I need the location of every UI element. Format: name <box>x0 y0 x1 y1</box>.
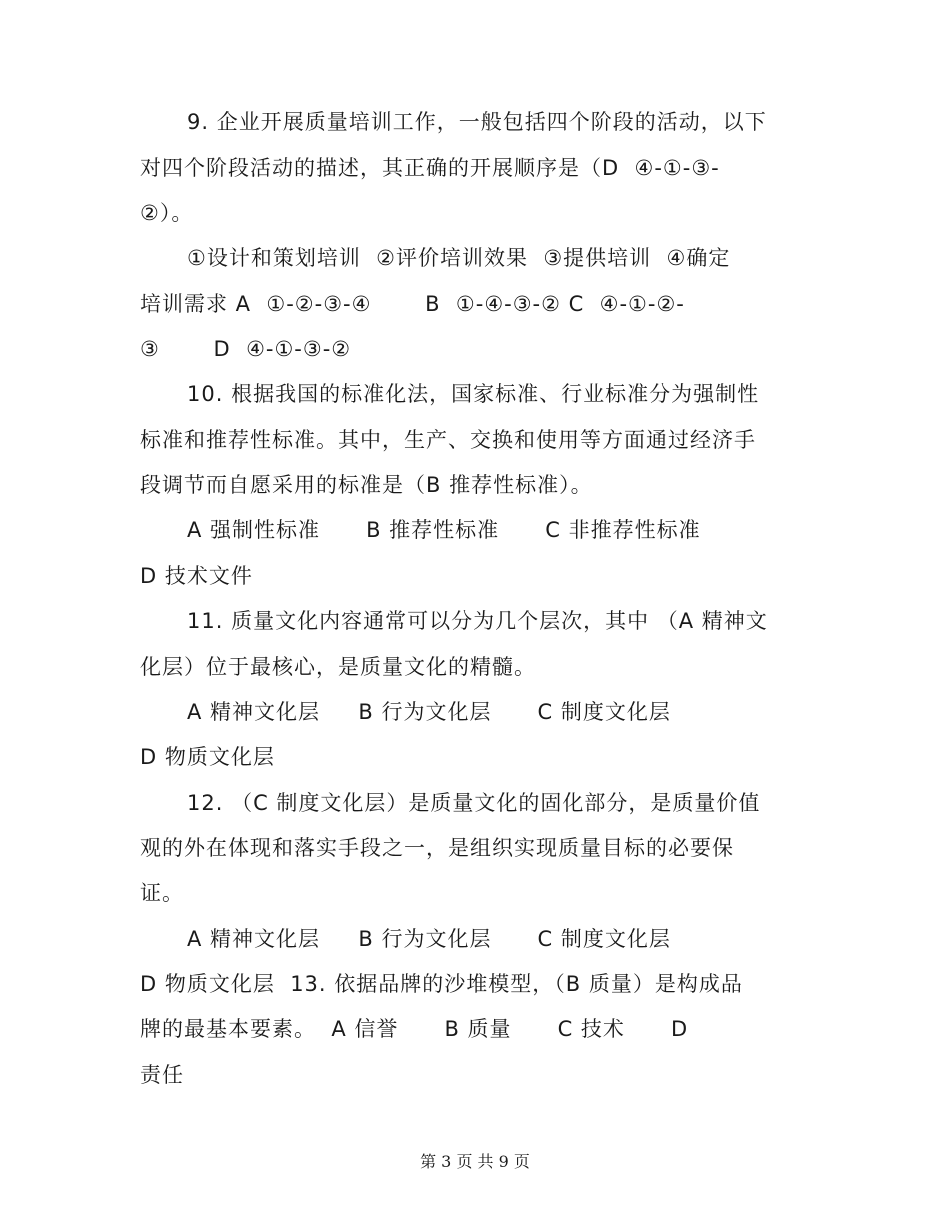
text-line: D 物质文化层 <box>140 745 275 769</box>
page-number-footer: 第 3 页 共 9 页 <box>420 1152 530 1171</box>
text-line: D 物质文化层 13. 依据品牌的沙堆模型，（B 质量）是构成品 <box>140 972 743 996</box>
text-line: 11. 质量文化内容通常可以分为几个层次，其中 （A 精神文 <box>187 609 768 633</box>
text-line: 证。 <box>140 881 184 905</box>
text-line: ②）。 <box>140 201 194 225</box>
text-line: A 精神文化层 B 行为文化层 C 制度文化层 <box>187 927 671 951</box>
text-line: 段调节而自愿采用的标准是（B 推荐性标准）。 <box>140 473 593 497</box>
text-line: A 精神文化层 B 行为文化层 C 制度文化层 <box>187 700 671 724</box>
text-line: 观的外在体现和落实手段之一，是组织实现质量目标的必要保 <box>140 836 734 860</box>
text-line: 10. 根据我国的标准化法，国家标准、行业标准分为强制性 <box>187 382 760 406</box>
text-line: 责任 <box>140 1063 184 1087</box>
text-line: 9. 企业开展质量培训工作，一般包括四个阶段的活动，以下 <box>187 110 767 134</box>
text-line: 培训需求 A ①-②-③-④ B ①-④-③-② C ④-①-②- <box>140 292 685 316</box>
text-line: D 技术文件 <box>140 564 253 588</box>
text-line: ①设计和策划培训 ②评价培训效果 ③提供培训 ④确定 <box>187 246 731 270</box>
text-line: A 强制性标准 B 推荐性标准 C 非推荐性标准 <box>187 518 701 542</box>
text-line: 标准和推荐性标准。其中，生产、交换和使用等方面通过经济手 <box>140 428 756 452</box>
text-line: 12. （C 制度文化层）是质量文化的固化部分，是质量价值 <box>187 791 761 815</box>
text-line: ③ D ④-①-③-② <box>140 337 352 361</box>
text-line: 牌的最基本要素。 A 信誉 B 质量 C 技术 D <box>140 1017 689 1041</box>
text-line: 对四个阶段活动的描述，其正确的开展顺序是（D ④-①-③- <box>140 156 720 180</box>
text-line: 化层）位于最核心，是质量文化的精髓。 <box>140 655 536 679</box>
